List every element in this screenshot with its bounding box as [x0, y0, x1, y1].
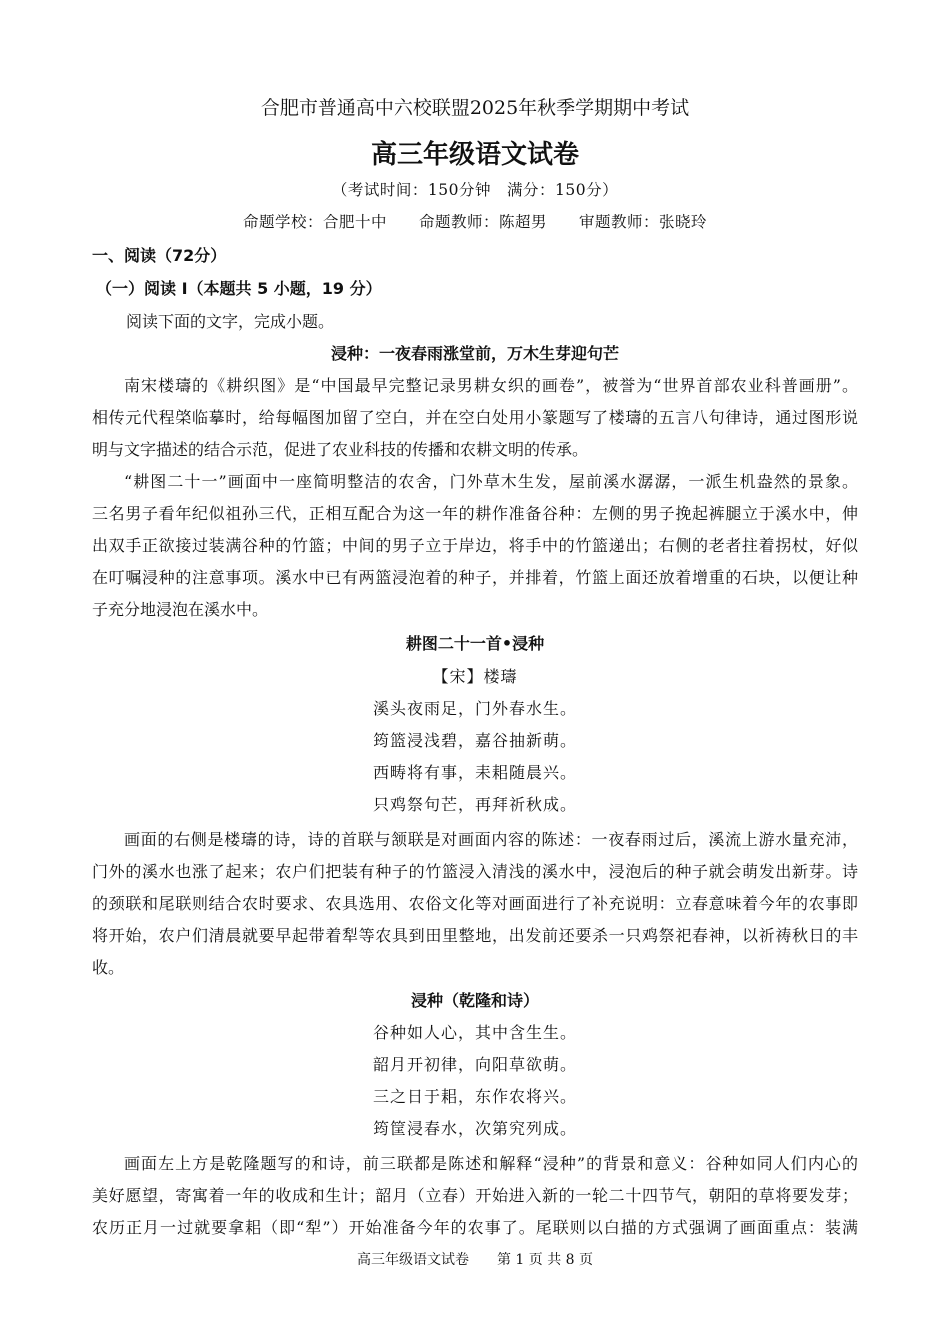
section-heading: 一、阅读（72分）: [92, 246, 227, 265]
poem-title: 浸种（乾隆和诗）: [410, 991, 539, 1010]
poem-line: 筠篮浸浅碧，嘉谷抽新萌。: [372, 731, 577, 750]
paragraph-line: 农历正月一过就要拿耜（即“犁”）开始准备今年的农事了。尾联则以白描的方式强调了画面重点：装满: [92, 1218, 858, 1237]
paragraph-line: 门外的溪水也涨了起来；农户们把装有种子的竹篮浸入清浅的溪水中，浸泡后的种子就会萌发出新芽。诗: [92, 862, 858, 881]
section-instruction: 阅读下面的文字，完成小题。: [126, 312, 335, 331]
paragraph-line: 画面左上方是乾隆题写的和诗，前三联都是陈述和解释“浸种”的背景和意义：谷种如同人们内心的: [124, 1154, 858, 1173]
exam-authors: 命题学校：合肥十中 命题教师：陈超男 审题教师：张晓玲: [242, 213, 707, 231]
exam-title: 合肥市普通高中六校联盟2025年秋季学期期中考试: [260, 97, 690, 119]
paragraph-line: 画面的右侧是楼璹的诗，诗的首联与颔联是对画面内容的陈述：一夜春雨过后，溪流上游水量充沛，: [124, 830, 858, 849]
poem-line: 只鸡祭句芒，再拜祈秋成。: [372, 795, 577, 814]
paragraph-line: 相传元代程棨临摹时，给每幅图加留了空白，并在空白处用小篆题写了楼璹的五言八句律诗，通过图形说: [92, 408, 858, 427]
poem-line: 筠筐浸春水，次第究列成。: [372, 1119, 577, 1138]
poem-line: 三之日于耜，东作农将兴。: [372, 1087, 577, 1106]
paragraph-line: 子充分地浸泡在溪水中。: [92, 600, 269, 619]
poem-line: 溪头夜雨足，门外春水生。: [372, 699, 577, 718]
poem-line: 谷种如人心，其中含生生。: [372, 1023, 577, 1042]
paragraph-line: 的颈联和尾联则结合农时要求、农具选用、农俗文化等对画面进行了补充说明：立春意味着今年的农事即: [92, 894, 858, 913]
paragraph-line: 出双手正欲接过装满谷种的竹篮；中间的男子立于岸边，将手中的竹篮递出；右侧的老者拄着拐杖，好似: [92, 536, 858, 555]
paragraph-line: 三名男子看年纪似祖孙三代，正相互配合为这一年的耕作准备谷种：左侧的男子挽起裤腿立于溪水中，伸: [92, 504, 858, 523]
article-title: 浸种：一夜春雨涨堂前，万木生芽迎句芒: [330, 344, 619, 363]
paragraph-line: 美好愿望，寄寓着一年的收成和生计；韶月（立春）开始进入新的一轮二十四节气，朝阳的草将要发芽；: [92, 1186, 858, 1205]
paragraph-line: 收。: [92, 958, 125, 977]
exam-subtitle: 高三年级语文试卷: [370, 140, 579, 170]
paragraph-line: “耕图二十一”画面中一座简明整洁的农舍，门外草木生发，屋前溪水潺潺，一派生机盎然的景象。: [124, 472, 858, 491]
exam-info: （考试时间：150分钟 满分：150分）: [331, 181, 619, 199]
page-footer: 高三年级语文试卷 第 1 页 共 8 页: [356, 1252, 594, 1268]
section-subheading: （一）阅读 I（本题共 5 小题，19 分）: [96, 279, 382, 298]
poem-author: 【宋】楼璹: [432, 667, 518, 686]
paragraph-line: 将开始，农户们清晨就要早起带着犁等农具到田里整地，出发前还要杀一只鸡祭祀春神，以祈祷秋日的丰: [92, 926, 858, 945]
poem-line: 韶月开初律，向阳草欲萌。: [372, 1055, 577, 1074]
poem-title: 耕图二十一首•浸种: [405, 634, 545, 653]
poem-line: 西畴将有事，耒耜随晨兴。: [372, 763, 577, 782]
paragraph-line: 南宋楼璹的《耕织图》是“中国最早完整记录男耕女织的画卷”，被誉为“世界首部农业科普画册”。: [124, 376, 858, 395]
paragraph-line: 在叮嘱浸种的注意事项。溪水中已有两篮浸泡着的种子，并排着，竹篮上面还放着增重的石块，以便让种: [92, 568, 858, 587]
paragraph-line: 明与文字描述的结合示范，促进了农业科技的传播和农耕文明的传承。: [92, 440, 589, 459]
